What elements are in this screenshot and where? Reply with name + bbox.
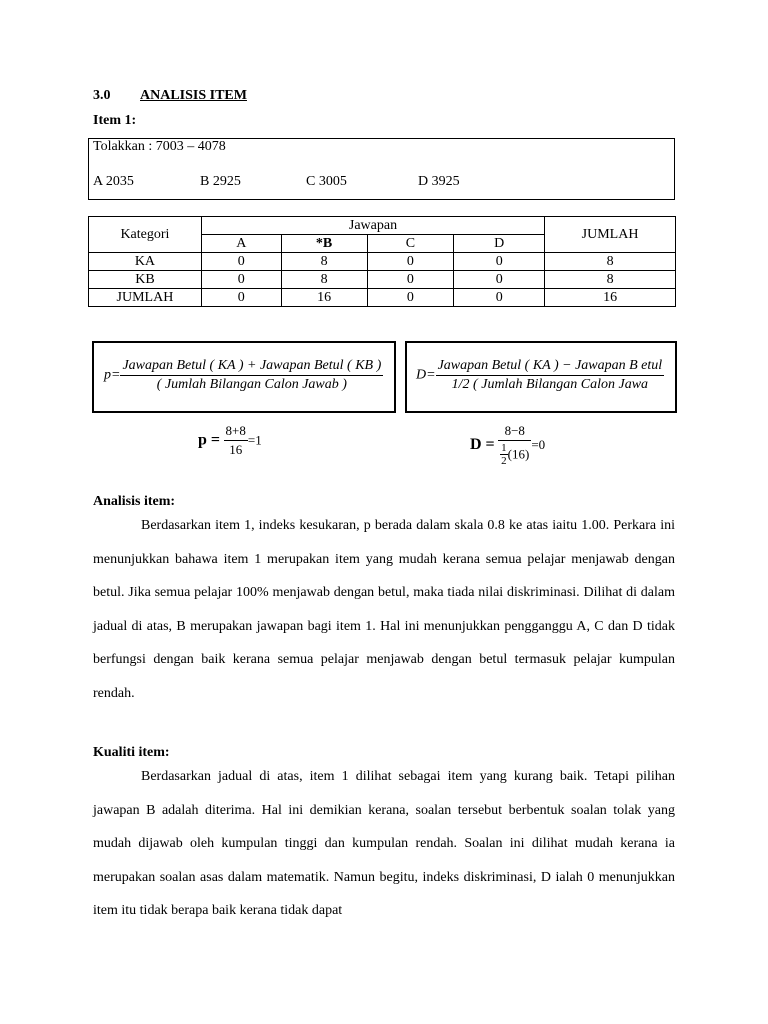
response-table: [88, 216, 676, 307]
table-cell: 8: [281, 253, 367, 271]
table-cell: 8: [281, 271, 367, 289]
row-total: 16: [545, 289, 676, 307]
table-row: [89, 253, 676, 271]
section-title: ANALISIS ITEM: [140, 88, 247, 103]
section-number: 3.0: [93, 88, 111, 103]
calc-d: [470, 423, 545, 467]
analisis-paragraph: [93, 509, 675, 711]
header-kategori: Kategori: [89, 217, 202, 253]
table-cell: 0: [201, 253, 281, 271]
analisis-text: Berdasarkan item 1, indeks kesukaran, p berada dalam skala 0.8 ke atas iaitu 1.00. Perkara ini menunjukkan bahawa item 1 merupakan item yang mudah kerana semua pelajar menjawab dengan betul. Jika semua pelajar 100% menjawab dengan betul, maka tiada nilai diskriminasi. Dilihat di dalam jadual di atas, B merupakan jawapan bagi item 1. Hal ini menunjukkan pengganggu A, C dan D tidak berfungsi dengan baik kerana semua pelajar menjawab dengan betul termasuk pelajar kumpulan rendah.: [93, 518, 675, 701]
table-cell: 0: [454, 271, 545, 289]
table-cell: 0: [367, 271, 454, 289]
calc-p: [198, 423, 262, 458]
row-label: KA: [89, 253, 202, 271]
table-cell: 0: [454, 253, 545, 271]
formula-d-denominator: 1/2 ( Jumlah Bilangan Calon Jawa: [451, 377, 649, 392]
table-cell: 0: [201, 289, 281, 307]
row-label: JUMLAH: [89, 289, 202, 307]
kualiti-heading: Kualiti item:: [93, 745, 170, 760]
calc-d-half-den: 2: [501, 455, 507, 467]
question-text: Tolakkan : 7003 – 4078: [93, 139, 226, 154]
calc-p-numerator: 8+8: [224, 423, 248, 441]
table-cell: 0: [367, 253, 454, 271]
calc-d-numerator: 8−8: [498, 423, 531, 441]
row-total: 8: [545, 271, 676, 289]
formula-d-fraction: [436, 358, 665, 393]
header-jawapan: Jawapan: [201, 217, 544, 235]
option-header-a: A: [201, 235, 281, 253]
calc-p-fraction: [224, 423, 248, 458]
formula-d-numerator: Jawapan Betul ( KA ) − Jawapan B etul: [436, 358, 665, 376]
table-cell: 16: [281, 289, 367, 307]
formula-d-lhs: D=: [416, 367, 436, 383]
row-total: 8: [545, 253, 676, 271]
calc-p-denominator: 16: [229, 442, 243, 457]
option-header-b-correct: *B: [281, 235, 367, 253]
header-jumlah: JUMLAH: [545, 217, 676, 253]
calc-d-den-rest: (16): [507, 446, 530, 462]
calc-d-half: [500, 442, 508, 467]
kualiti-text: Berdasarkan jadual di atas, item 1 dilihat sebagai item yang kurang baik. Tetapi pilihan jawapan B adalah diterima. Hal ini demikian kerana, soalan tersebut berbentuk soalan tolak yang mudah dijawab oleh kumpulan tinggi dan kumpulan rendah. Soalan ini dilihat mudah kerana ia merupakan soalan asas dalam matematik. Namun begitu, indeks diskriminasi, D ialah 0 menunjukkan item itu tidak berapa baik kerana tidak dapat: [93, 769, 675, 919]
table-cell: 0: [367, 289, 454, 307]
option-c: C 3005: [306, 174, 347, 189]
table-cell: 0: [201, 271, 281, 289]
option-header-c: C: [367, 235, 454, 253]
row-label: KB: [89, 271, 202, 289]
formula-p-lhs: p=: [104, 367, 121, 383]
formula-p-fraction: [120, 358, 383, 393]
option-a: A 2035: [93, 174, 134, 189]
analisis-heading: Analisis item:: [93, 494, 176, 509]
formula-p-box: [92, 341, 396, 413]
calc-d-denominator: [498, 441, 531, 467]
table-row: [89, 271, 676, 289]
option-header-d: D: [454, 235, 545, 253]
calc-p-result: =1: [247, 432, 262, 448]
table-cell: 0: [454, 289, 545, 307]
formula-d-box: [405, 341, 677, 413]
calc-d-result: =0: [531, 437, 546, 452]
option-b: B 2925: [200, 174, 241, 189]
option-d: D 3925: [418, 174, 460, 189]
calc-d-half-num: 1: [501, 442, 507, 454]
calc-p-label: p =: [198, 431, 221, 449]
formula-p-numerator: Jawapan Betul ( KA ) + Jawapan Betul ( KB ): [120, 358, 383, 376]
calc-d-fraction: [498, 423, 531, 467]
kualiti-paragraph: [93, 760, 675, 928]
table-row: [89, 289, 676, 307]
item-label: Item 1:: [93, 113, 137, 128]
calc-d-label: D =: [470, 436, 495, 453]
formula-p-denominator: ( Jumlah Bilangan Calon Jawab ): [156, 377, 347, 392]
